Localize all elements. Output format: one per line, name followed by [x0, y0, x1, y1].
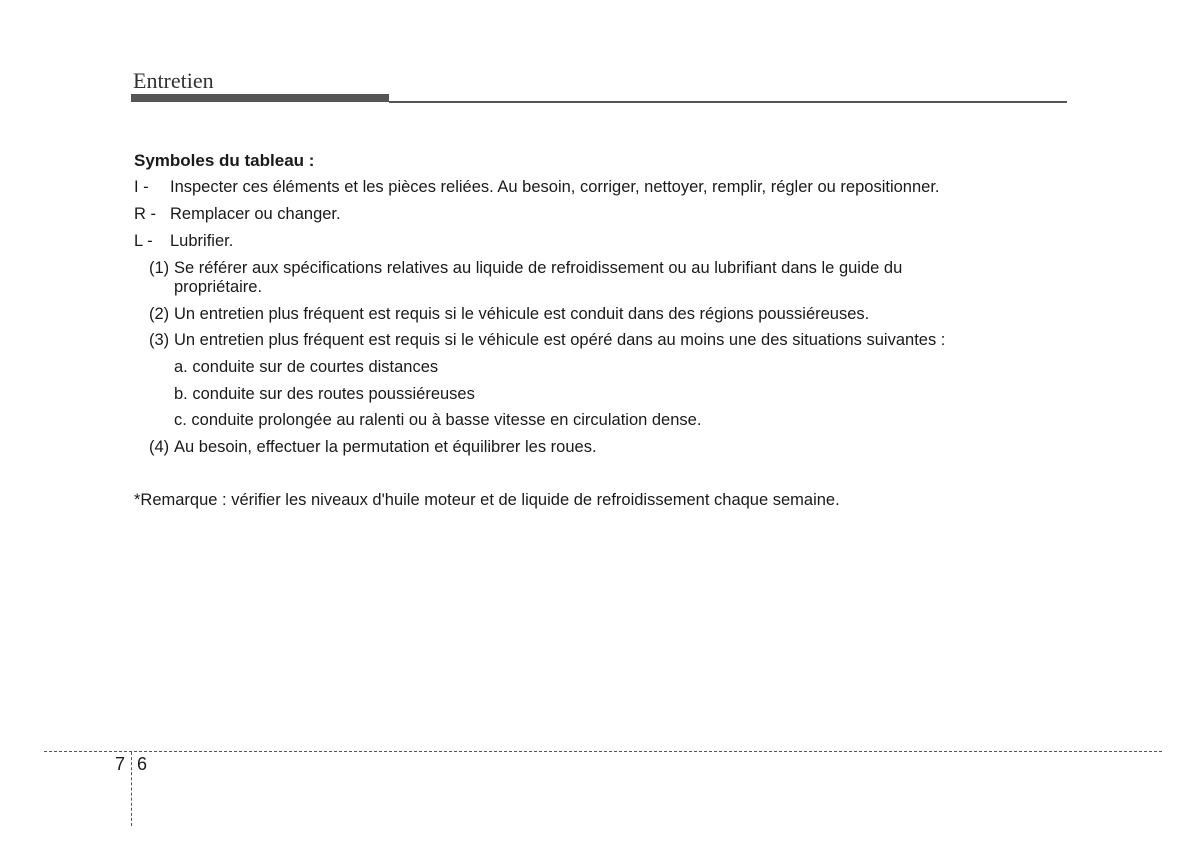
- header-rule-thick: [131, 94, 389, 102]
- subitem-b: b. conduite sur des routes poussiéreuses: [174, 385, 475, 403]
- note-number: (4): [149, 438, 170, 456]
- legend-heading: Symboles du tableau :: [134, 151, 315, 170]
- note-number: (3): [149, 331, 170, 349]
- note-text: Un entretien plus fréquent est requis si le véhicule est conduit dans des régions poussiéreuses.: [174, 305, 870, 323]
- subitem-c: c. conduite prolongée au ralenti ou à basse vitesse en circulation dense.: [174, 411, 702, 429]
- chapter-number: 7: [115, 754, 126, 774]
- section-title: Entretien: [133, 68, 214, 93]
- symbol-code: L -: [134, 232, 153, 250]
- note-text: Un entretien plus fréquent est requis si le véhicule est opéré dans au moins une des situations suivantes :: [174, 331, 946, 349]
- symbol-text: Lubrifier.: [170, 232, 234, 250]
- note-text: Se référer aux spécifications relatives au liquide de refroidissement ou au lubrifiant dans le guide du propriétaire.: [174, 259, 903, 296]
- symbol-code: I -: [134, 178, 149, 196]
- symbol-text: Remplacer ou changer.: [170, 205, 341, 223]
- subitem-a: a. conduite sur de courtes distances: [174, 358, 439, 376]
- header-rule-thin: [389, 101, 1067, 103]
- note-text: Au besoin, effectuer la permutation et équilibrer les roues.: [174, 438, 597, 456]
- footer-dashed-rule: [44, 751, 1162, 752]
- note-number: (2): [149, 305, 170, 323]
- footer-dashed-divider: [131, 752, 132, 826]
- note-number: (1): [149, 259, 170, 277]
- symbol-code: R -: [134, 205, 156, 223]
- symbol-text: Inspecter ces éléments et les pièces reliées. Au besoin, corriger, nettoyer, remplir, régler ou repositionner.: [170, 178, 940, 196]
- page-number: 6: [137, 754, 148, 774]
- remark-text: *Remarque : vérifier les niveaux d'huile moteur et de liquide de refroidissement chaque semaine.: [134, 491, 840, 509]
